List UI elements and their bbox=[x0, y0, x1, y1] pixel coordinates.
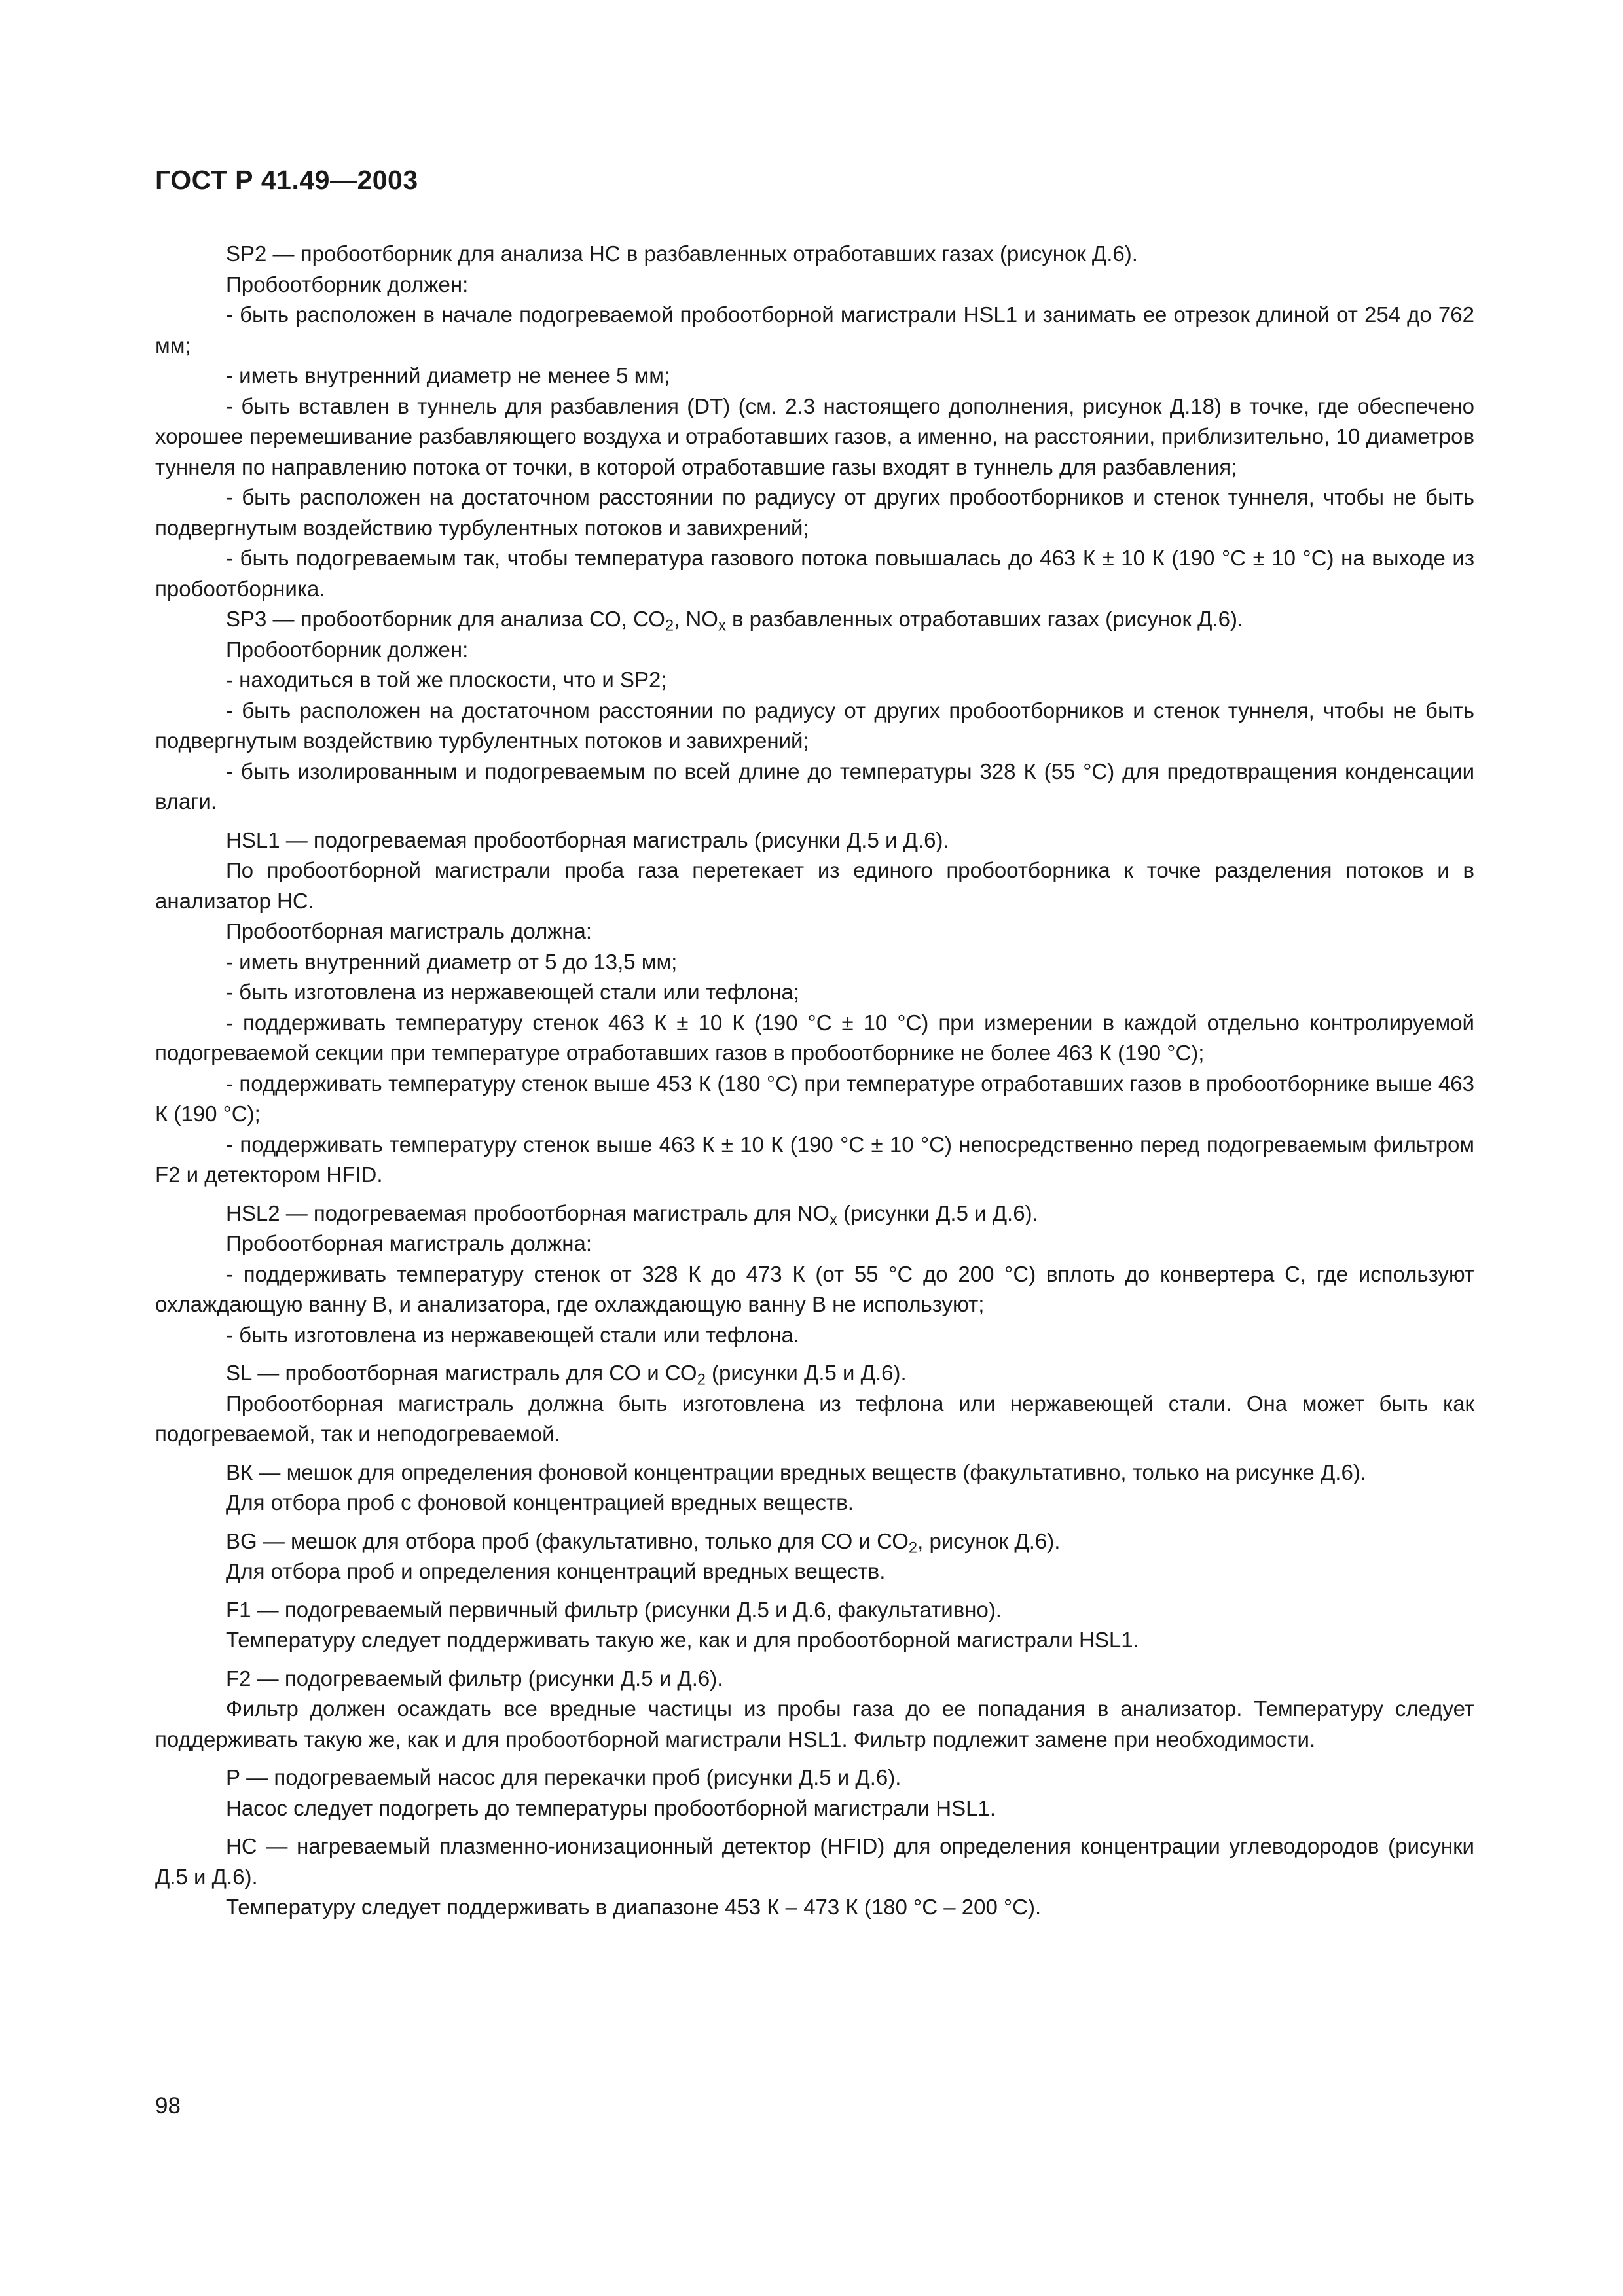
paragraph: Пробоотборник должен: bbox=[226, 637, 469, 662]
paragraph: - иметь внутренний диаметр не менее 5 мм; bbox=[226, 363, 670, 387]
paragraph: - быть расположен на достаточном расстоянии по радиусу от других пробоотборников и стенок туннеля, чтобы не быть подвергнутым воздействию турбулентных потоков и завихрений; bbox=[155, 485, 1474, 540]
paragraph: НС — нагреваемый плазменно-ионизационный детектор (HFID) для определения концентрации углеводородов (рисунки Д.5 и Д.6). bbox=[155, 1834, 1474, 1889]
paragraph: Температуру следует поддерживать такую же, как и для пробоотборной магистрали HSL1. bbox=[226, 1628, 1139, 1652]
subscript: 2 bbox=[665, 617, 674, 635]
subscript: x bbox=[718, 617, 726, 635]
paragraph: Для отбора проб и определения концентраций вредных веществ. bbox=[226, 1559, 886, 1583]
paragraph: По пробоотборной магистрали проба газа перетекает из единого пробоотборника к точке разделения потоков и в анализатор НС. bbox=[155, 858, 1474, 913]
paragraph: SP2 — пробоотборник для анализа НС в разбавленных отработавших газах (рисунок Д.6). bbox=[226, 242, 1138, 266]
page-number: 98 bbox=[155, 2093, 181, 2119]
text-segment: в разбавленных отработавших газах (рисунок Д.6). bbox=[725, 607, 1244, 631]
paragraph: - быть вставлен в туннель для разбавления (DT) (см. 2.3 настоящего дополнения, рисунок Д.18) в точке, где обеспечено хорошее перемешивание разбавляющего воздуха и отработавших газов, а именно, на расстоянии, приблизительно, 10 диаметров туннеля по направлению потока от точки, в которой отработавшие газы входят в туннель для разбавления; bbox=[155, 393, 1474, 479]
paragraph: - быть подогреваемым так, чтобы температура газового потока повышалась до 463 К ± 10 К (190 °С ± 10 °С) на выходе из пробоотборника. bbox=[155, 546, 1474, 601]
text-segment: SP3 — пробоотборник для анализа СО, СО bbox=[226, 607, 665, 631]
paragraph: - быть расположен в начале подогреваемой пробоотборной магистрали HSL1 и занимать ее отрезок длиной от 254 до 762 мм; bbox=[155, 302, 1474, 357]
paragraph: F2 — подогреваемый фильтр (рисунки Д.5 и Д.6). bbox=[226, 1666, 723, 1691]
paragraph: - быть расположен на достаточном расстоянии по радиусу от других пробоотборников и стенок туннеля, чтобы не быть подвергнутым воздействию турбулентных потоков и завихрений; bbox=[155, 698, 1474, 753]
text-segment: BG — мешок для отбора проб (факультативно, только для СО и СО bbox=[226, 1528, 909, 1553]
document-body bbox=[155, 239, 1474, 1923]
paragraph: Насос следует подогреть до температуры пробоотборной магистрали HSL1. bbox=[226, 1795, 996, 1820]
paragraph: Температуру следует поддерживать в диапазоне 453 К – 473 К (180 °С – 200 °С). bbox=[226, 1895, 1042, 1919]
paragraph: - иметь внутренний диаметр от 5 до 13,5 мм; bbox=[226, 949, 678, 974]
text-segment: SL — пробоотборная магистраль для СО и СО bbox=[226, 1361, 697, 1385]
subscript: 2 bbox=[697, 1371, 706, 1389]
paragraph bbox=[155, 604, 1474, 635]
paragraph: Для отбора проб с фоновой концентрацией вредных веществ. bbox=[226, 1490, 854, 1515]
paragraph: - поддерживать температуру стенок выше 463 К ± 10 К (190 °С ± 10 °С) непосредственно перед подогреваемым фильтром F2 и детектором HFID. bbox=[155, 1132, 1474, 1187]
text-segment: HSL2 — подогреваемая пробоотборная магистраль для NO bbox=[226, 1200, 830, 1225]
paragraph: Пробоотборник должен: bbox=[226, 272, 469, 296]
text-segment: (рисунки Д.5 и Д.6). bbox=[705, 1361, 907, 1385]
paragraph: Р — подогреваемый насос для перекачки проб (рисунки Д.5 и Д.6). bbox=[226, 1765, 902, 1789]
paragraph: ВК — мешок для определения фоновой концентрации вредных веществ (факультативно, только на рисунке Д.6). bbox=[226, 1460, 1366, 1484]
paragraph: HSL1 — подогреваемая пробоотборная магистраль (рисунки Д.5 и Д.6). bbox=[226, 827, 949, 852]
paragraph: - быть изготовлена из нержавеющей стали или тефлона. bbox=[226, 1322, 800, 1347]
subscript: 2 bbox=[908, 1539, 918, 1557]
paragraph: Пробоотборная магистраль должна: bbox=[226, 1231, 593, 1255]
paragraph: Фильтр должен осаждать все вредные частицы из пробы газа до ее попадания в анализатор. Температуру следует поддерживать такую же, как и для пробоотборной магистрали HSL1. Фильтр подлежит замене при необходимости. bbox=[155, 1696, 1474, 1751]
paragraph: Пробоотборная магистраль должна: bbox=[226, 919, 593, 943]
paragraph: F1 — подогреваемый первичный фильтр (рисунки Д.5 и Д.6, факультативно). bbox=[226, 1597, 1002, 1622]
document-header: ГОСТ Р 41.49—2003 bbox=[155, 165, 418, 195]
paragraph bbox=[155, 1526, 1474, 1557]
paragraph: - находиться в той же плоскости, что и SP2; bbox=[226, 668, 667, 692]
text-segment: , рисунок Д.6). bbox=[917, 1528, 1061, 1553]
paragraph: - быть изолированным и подогреваемым по всей длине до температуры 328 К (55 °С) для предотвращения конденсации влаги. bbox=[155, 759, 1474, 814]
paragraph: - поддерживать температуру стенок выше 453 К (180 °С) при температуре отработавших газов в пробоотборнике выше 463 К (190 °С); bbox=[155, 1071, 1474, 1126]
paragraph: - быть изготовлена из нержавеющей стали или тефлона; bbox=[226, 980, 800, 1004]
text-segment: , NO bbox=[674, 607, 718, 631]
text-segment: (рисунки Д.5 и Д.6). bbox=[837, 1200, 1038, 1225]
subscript: x bbox=[829, 1211, 837, 1229]
paragraph: - поддерживать температуру стенок 463 К ± 10 К (190 °С ± 10 °С) при измерении в каждой отдельно контролируемой подогреваемой секции при температуре отработавших газов в пробоотборнике не более 463 К (190 °С); bbox=[155, 1010, 1474, 1065]
paragraph bbox=[155, 1198, 1474, 1229]
paragraph: Пробоотборная магистраль должна быть изготовлена из тефлона или нержавеющей стали. Она может быть как подогреваемой, так и неподогреваемой. bbox=[155, 1391, 1474, 1446]
paragraph bbox=[155, 1358, 1474, 1389]
paragraph: - поддерживать температуру стенок от 328 К до 473 К (от 55 °С до 200 °С) вплоть до конвертера С, где используют охлаждающую ванну В, и анализатора, где охлаждающую ванну В не используют; bbox=[155, 1261, 1474, 1316]
